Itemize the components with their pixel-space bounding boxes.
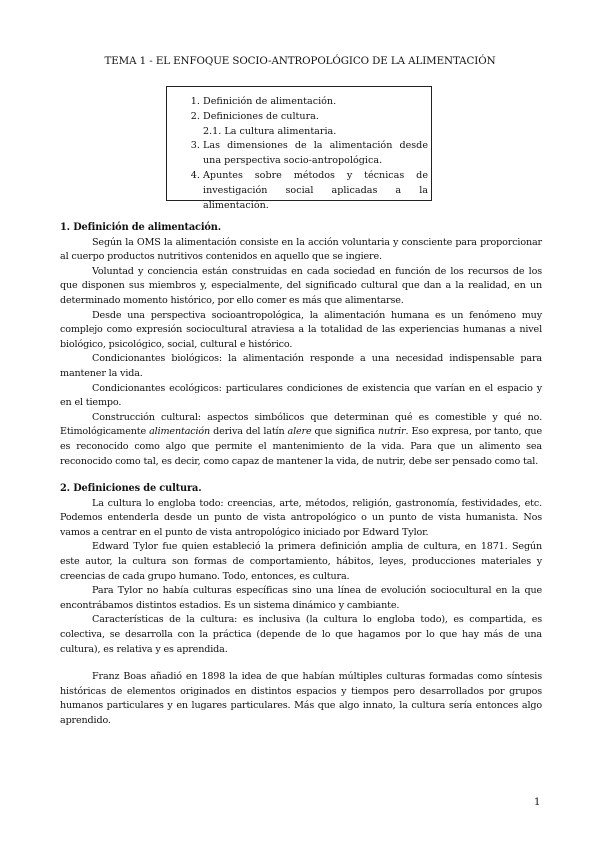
table-of-contents [166, 86, 432, 211]
document-title: TEMA 1 - EL ENFOQUE SOCIO-ANTROPOLÓGICO DE LA ALIMENTACIÓN [104, 55, 496, 67]
section-heading: 1. Definición de alimentación. [60, 222, 222, 233]
text-run: que significa [311, 426, 378, 438]
paragraph: Condicionantes ecológicos: particulares condiciones de existencia que varían en el espacio y en el tiempo. [60, 382, 542, 409]
text-run: deriva del latín [210, 426, 288, 438]
document-body [60, 221, 542, 729]
paragraph: Desde una perspectiva socioantropológica, la alimentación humana es un fenómeno muy complejo como expresión sociocultural atraviesa a la totalidad de las experiencias humanas a nivel biológico, psicológico, social, cultural e histórico. [60, 309, 542, 350]
italic-term: alere [287, 426, 312, 438]
text-run: . Eso expresa, por tanto, que es reconocido como algo que permite el mantenimiento de la vida. Para que un alimento sea reconocido como tal, es decir, como capaz de mantener la vida, de nutrir, debe ser pensado como tal. [60, 426, 542, 467]
paragraph: La cultura lo engloba todo: creencias, arte, métodos, religión, gastronomía, festividades, etc. Podemos entenderla desde un punto de vista antropológico o un punto de vista humanista. Nos vamos a centrar en el punto de vista antropológico iniciado por Edward Tylor. [60, 497, 542, 538]
toc-item-label: Definiciones de cultura. [203, 110, 319, 122]
paragraph: Según la OMS la alimentación consiste en la acción voluntaria y consciente para proporcionar al cuerpo productos nutritivos contenidos en aquello que se ingiere. [60, 236, 542, 263]
toc-item: 3. Las dimensiones de la alimentación desde una perspectiva socio-antropológica. [203, 139, 428, 169]
italic-term: alimentación [149, 426, 211, 438]
toc-item [203, 110, 428, 140]
paragraph: Características de la cultura: es inclusiva (la cultura lo engloba todo), es compartida, es colectiva, se desarrolla con la práctica (depende de lo que hagamos por lo que hay más de una cultura), es relativa y es aprendida. [60, 614, 542, 655]
toc-list [179, 95, 428, 213]
toc-item: 4. Apuntes sobre métodos y técnicas de investigación social aplicadas a la alimentación. [203, 169, 428, 213]
paragraph: Voluntad y conciencia están construidas en cada sociedad en función de los recursos de los que disponen sus miembros y, especialmente, del significado cultural que dan a la realidad, en un determinado momento histórico, por ello comer es más que alimentarse. [60, 265, 542, 306]
page-number: 1 [534, 797, 541, 808]
toc-item: 1. Definición de alimentación. [203, 95, 428, 110]
paragraph [60, 411, 542, 469]
section-heading: 2. Definiciones de cultura. [60, 483, 202, 495]
spacer [60, 657, 542, 670]
italic-term: nutrir [377, 426, 406, 438]
paragraph: Franz Boas añadió en 1898 la idea de que habían múltiples culturas formadas como síntesis históricas de elementos originados en distintos espacios y tiempos pero desarrollados por grupos humanos particulares y en lugares particulares. Más que algo innato, la cultura sería entonces algo aprendido. [60, 671, 542, 726]
paragraph: Para Tylor no había culturas específicas sino una línea de evolución sociocultural en la que encontrábamos distintos estadios. Es un sistema dinámico y cambiante. [60, 585, 542, 611]
spacer [60, 469, 542, 482]
paragraph: Condicionantes biológicos: la alimentación responde a una necesidad indispensable para mantener la vida. [60, 353, 542, 379]
paragraph: Edward Tylor fue quien estableció la primera definición amplia de cultura, en 1871. Según este autor, la cultura son formas de comportamiento, hábitos, leyes, producciones materiales y creencias de cada grupo humano. Todo, entonces, es cultura. [60, 541, 542, 582]
text-run: Construcción cultural: aspectos simbólicos que determinan qué es comestible y qué no. Etimológicamente [60, 411, 542, 438]
toc-subitem: 2.1. La cultura alimentaria. [203, 125, 337, 137]
